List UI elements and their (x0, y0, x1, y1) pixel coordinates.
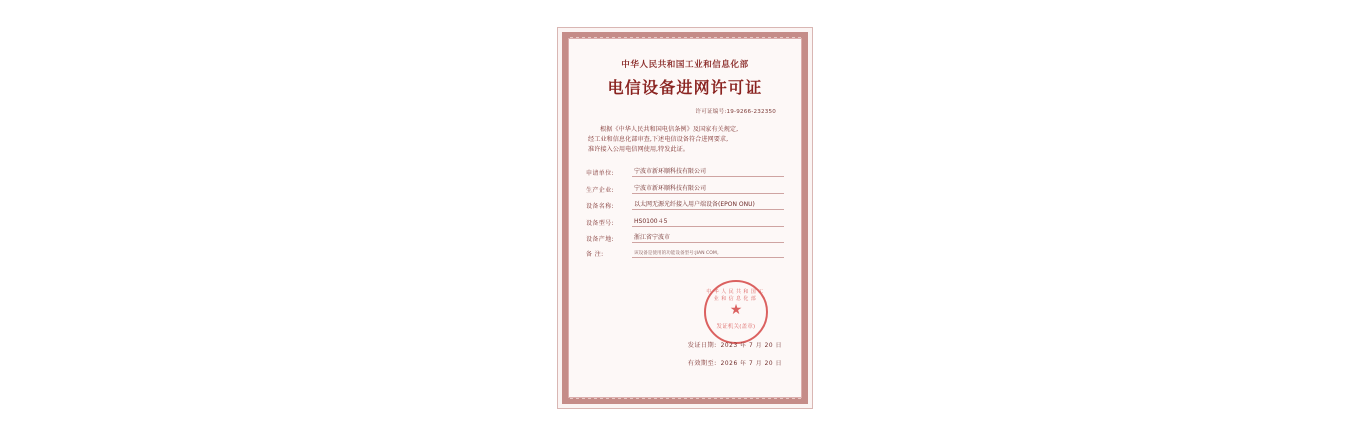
field-row (586, 249, 784, 258)
field-row (586, 166, 784, 177)
ministry-line: 中华人民共和国工业和信息化部 (621, 60, 749, 70)
seal-top-text: 中华人民共和国工业和信息化部 (706, 289, 766, 302)
statement-line-2: 经工业和信息化部审查,下述电信设备符合进网要求, (588, 136, 729, 143)
field-row (586, 183, 784, 194)
issue-date-value: 2023 年 7 月 20 日 (720, 343, 782, 349)
issue-date-row (642, 340, 782, 349)
field-label-remarks: 备 注: (586, 250, 604, 258)
certificate-content (572, 42, 798, 394)
certificate-number-label: 许可证编号: (695, 109, 727, 115)
certificate-document (557, 27, 813, 409)
field-row (586, 216, 784, 227)
field-label-origin: 设备产地: (586, 236, 615, 243)
field-row (586, 199, 784, 210)
field-value-device-name: 以太网无源光纤接入用户端设备(EPON ONU) (632, 199, 784, 210)
statement-line-1: 根据《中华人民共和国电信条例》及国家有关规定, (600, 126, 739, 133)
field-value-device-model: HS0100４5 (632, 216, 784, 227)
certificate-number (572, 107, 798, 115)
field-row (586, 232, 784, 243)
expiry-date-label: 有效期至: (687, 360, 717, 367)
statement-paragraph (588, 125, 782, 155)
field-label-applicant: 申请单位: (586, 170, 615, 177)
official-seal (704, 280, 768, 344)
page-title: 电信设备进网许可证 (607, 78, 763, 97)
expiry-date-value: 2026 年 7 月 20 日 (720, 361, 782, 367)
field-label-device-model: 设备型号: (586, 219, 615, 227)
statement-line-3: 准许接入公用电信网使用,特发此证。 (588, 146, 689, 153)
field-list (586, 166, 784, 258)
field-value-manufacturer: 宁波市新环顺科技有限公司 (632, 183, 784, 194)
date-block (642, 340, 782, 376)
field-value-origin: 浙江省宁波市 (632, 232, 784, 243)
certificate-number-value: 19-9266-232350 (726, 109, 776, 115)
issue-date-label: 发证日期: (687, 342, 717, 349)
field-label-manufacturer: 生产企业: (586, 186, 615, 194)
star-icon: ★ (729, 303, 743, 318)
field-label-device-name: 设备名称: (586, 203, 615, 210)
field-value-applicant: 宁波市新环顺科技有限公司 (632, 166, 784, 177)
field-value-remarks: 该设备是使用的功能设备型号:JIAN COM。 (632, 250, 784, 258)
expiry-date-row (642, 358, 782, 367)
seal-bottom-text: 发证机关(盖章) (716, 324, 756, 330)
